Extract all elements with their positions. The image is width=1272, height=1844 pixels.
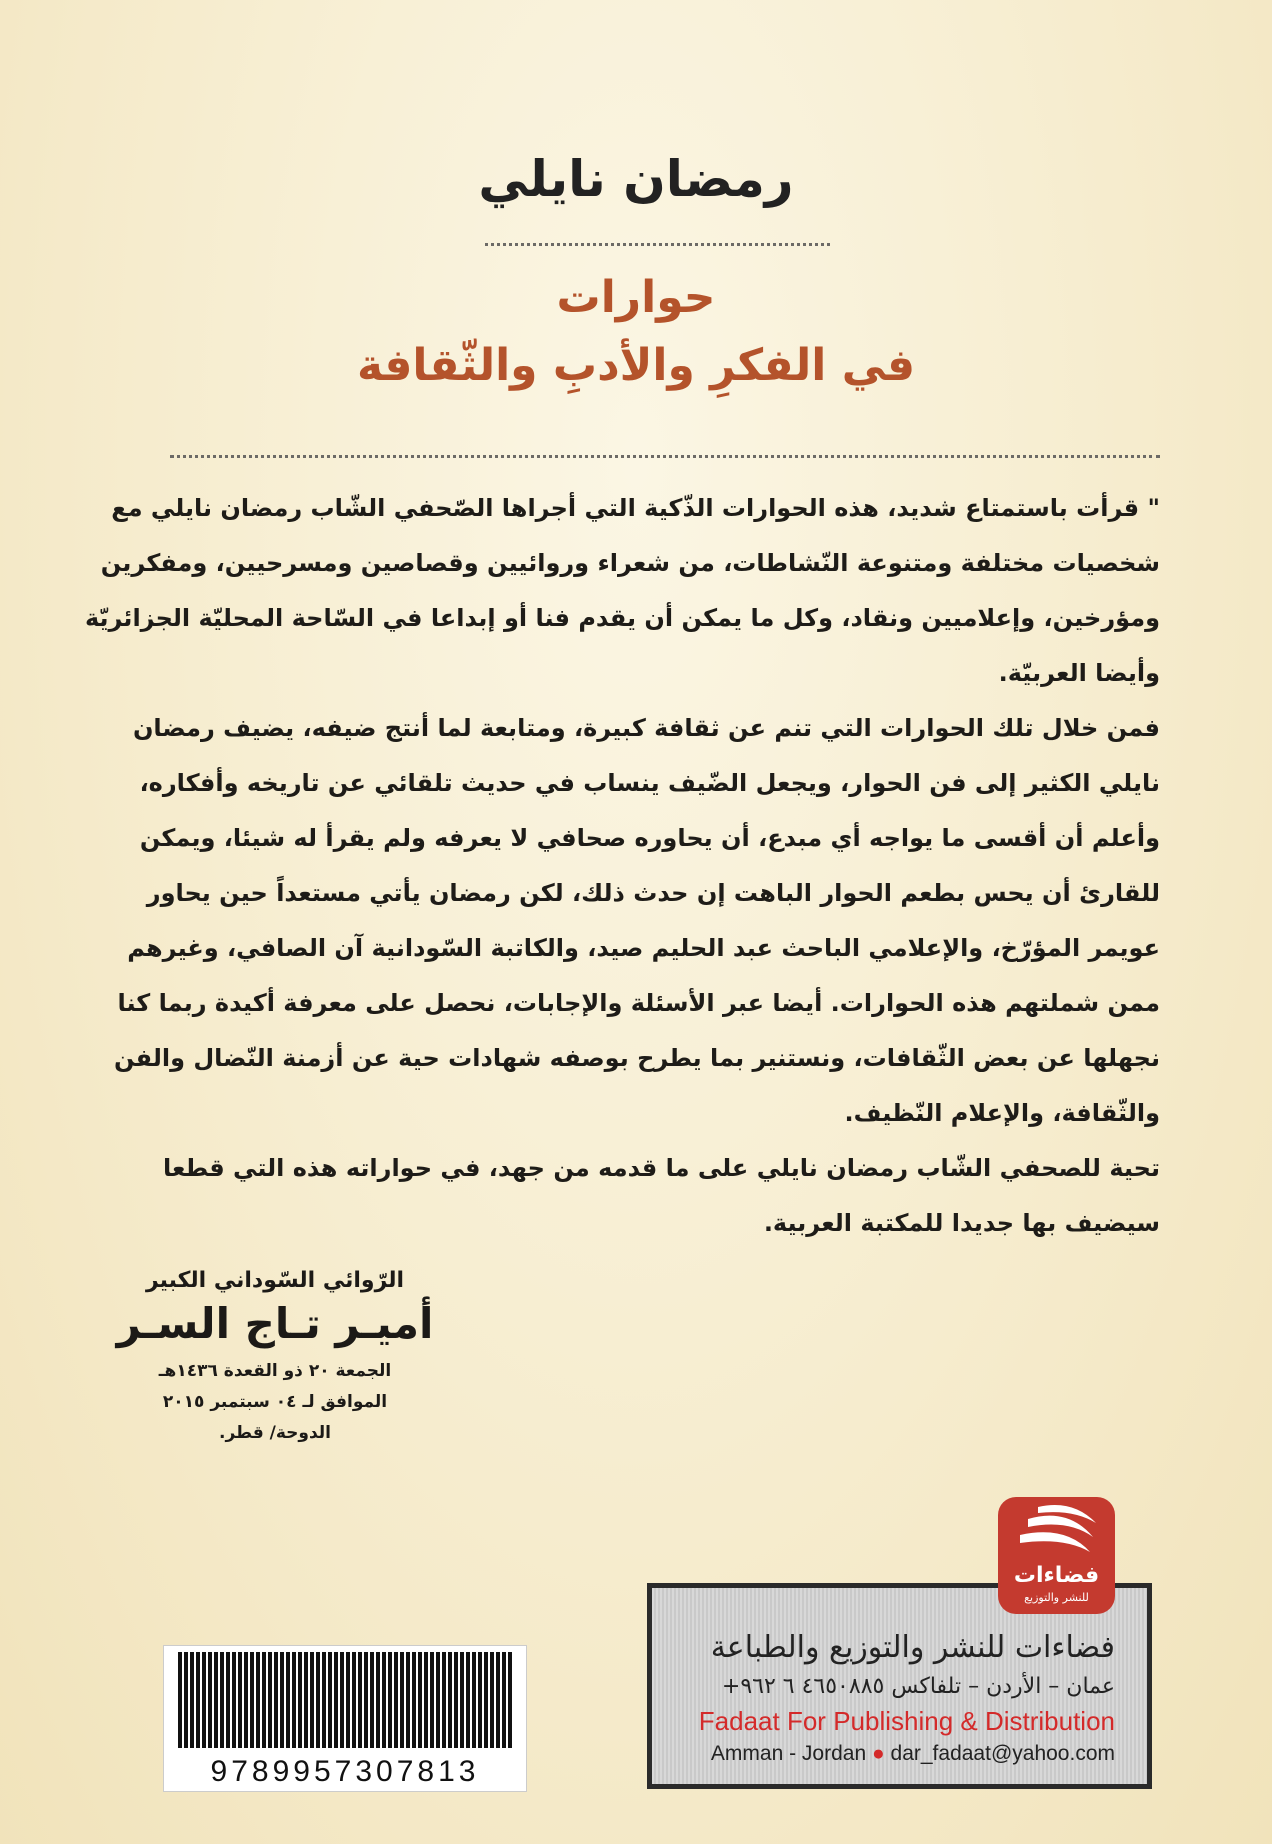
- barcode-bar: [340, 1652, 344, 1748]
- divider: [485, 243, 830, 246]
- barcode-bar: [286, 1652, 290, 1748]
- barcode-bar: [478, 1652, 482, 1748]
- signature-date-hijri: الجمعة ٢٠ ذو القعدة ١٤٣٦هـ: [158, 1361, 392, 1381]
- barcode-bar: [304, 1652, 308, 1748]
- logo-subtitle: للنشر والتوزيع: [1024, 1591, 1089, 1604]
- publisher-email: dar_fadaat@yahoo.com: [890, 1742, 1115, 1765]
- barcode-bar: [454, 1652, 458, 1748]
- barcode-bar: [508, 1652, 512, 1748]
- barcode-bar: [376, 1652, 380, 1748]
- barcode-bar: [280, 1652, 284, 1748]
- text-line: سيضيف بها جديدا للمكتبة العربية.: [763, 1209, 1160, 1237]
- barcode-bar: [448, 1652, 452, 1748]
- barcode-bar: [256, 1652, 260, 1748]
- barcode-bar: [328, 1652, 332, 1748]
- publisher-name-en: Fadaat For Publishing & Distribution: [698, 1706, 1115, 1736]
- barcode-bar: [220, 1652, 224, 1748]
- barcode-bar: [472, 1652, 476, 1748]
- barcode-bar: [268, 1652, 272, 1748]
- barcode-bar: [178, 1652, 182, 1748]
- barcode-bar: [274, 1652, 278, 1748]
- barcode-bar: [430, 1652, 434, 1748]
- isbn-number: 9789957307813: [210, 1755, 480, 1788]
- text-line: ممن شملتهم هذه الحوارات. أيضا عبر الأسئلة والإجابات، نحصل على معرفة أكيدة ربما كنا: [117, 989, 1160, 1017]
- book-title-line1: حوارات: [556, 272, 716, 323]
- publisher-logo: [998, 1497, 1115, 1614]
- text-line: والثّقافة، والإعلام النّظيف.: [844, 1099, 1160, 1127]
- barcode-bar: [322, 1652, 326, 1748]
- blurb-text: [84, 481, 1160, 1251]
- barcode-bar: [202, 1652, 206, 1748]
- barcode-bar: [262, 1652, 266, 1748]
- barcode-bar: [346, 1652, 350, 1748]
- barcode-bar: [382, 1652, 386, 1748]
- barcode-bar: [412, 1652, 416, 1748]
- text-line: للقارئ أن يحس بطعم الحوار الباهت إن حدث ذلك، لكن رمضان يأتي مستعداً حين يحاور: [146, 879, 1160, 907]
- text-line: " قرأت باستمتاع شديد، هذه الحوارات الذّكية التي أجراها الصّحفي الشّاب رمضان نايلي مع: [111, 494, 1160, 522]
- barcode-bar: [490, 1652, 494, 1748]
- paragraph: [163, 1141, 1160, 1251]
- text-line: وأعلم أن أقسى ما يواجه أي مبدع، أن يحاوره صحافي لا يعرفه ولم يقرأ له شيئا، ويمكن: [139, 824, 1160, 852]
- publisher-address-en: [711, 1742, 1115, 1766]
- text-line: عويمر المؤرّخ، والإعلامي الباحث عبد الحليم صيد، والكاتبة السّودانية آن الصافي، وغيرهم: [127, 934, 1160, 962]
- barcode-bar: [352, 1652, 356, 1748]
- barcode-bar: [310, 1652, 314, 1748]
- book-pages-icon: [998, 1497, 1115, 1563]
- text-line: ومؤرخين، وإعلاميين ونقاد، وكل ما يمكن أن يقدم فنا أو إبداعا في السّاحة المحليّة الجزائريّة: [84, 604, 1160, 632]
- barcode-bar: [460, 1652, 464, 1748]
- barcode-bar: [436, 1652, 440, 1748]
- text-line: وأيضا العربيّة.: [998, 659, 1160, 687]
- text-line: شخصيات مختلفة ومتنوعة النّشاطات، من شعراء وروائيين وقصاصين ومسرحيين، ومفكرين: [100, 549, 1160, 577]
- barcode-bar: [370, 1652, 374, 1748]
- signature-date-gregorian: الموافق لـ ٠٤ سبتمبر ٢٠١٥: [162, 1392, 388, 1412]
- paragraph: [113, 701, 1160, 1141]
- barcode-bar: [226, 1652, 230, 1748]
- signature-name: أميـر تـاج السـر: [116, 1299, 434, 1348]
- barcode-bar: [496, 1652, 500, 1748]
- publisher-name-ar: فضاءات للنشر والتوزيع والطباعة: [710, 1630, 1115, 1665]
- barcode-bar: [238, 1652, 242, 1748]
- text-line: تحية للصحفي الشّاب رمضان نايلي على ما قدمه من جهد، في حواراته هذه التي قطعا: [163, 1154, 1160, 1182]
- barcode-bar: [334, 1652, 338, 1748]
- barcode-bar: [250, 1652, 254, 1748]
- barcode-bar: [424, 1652, 428, 1748]
- barcode-bar: [190, 1652, 194, 1748]
- barcode-bar: [232, 1652, 236, 1748]
- barcode-bar: [358, 1652, 362, 1748]
- book-title-line2: في الفكرِ والأدبِ والثّقافة: [356, 340, 916, 391]
- barcode-bar: [502, 1652, 506, 1748]
- barcode-bar: [400, 1652, 404, 1748]
- signature-block: [110, 1268, 440, 1449]
- text-line: نايلي الكثير إلى فن الحوار، ويجعل الضّيف ينساب في حديث تلقائي عن تاريخه وأفكاره،: [139, 769, 1160, 797]
- barcode-bar: [298, 1652, 302, 1748]
- barcode-bar: [388, 1652, 392, 1748]
- barcode-bar: [406, 1652, 410, 1748]
- barcode-bar: [418, 1652, 422, 1748]
- text-line: نجهلها عن بعض الثّقافات، ونستنير بما يطرح بوصفه شهادات حية عن أزمنة النّضال والفن: [113, 1044, 1160, 1072]
- barcode-bar: [292, 1652, 296, 1748]
- barcode-bar: [196, 1652, 200, 1748]
- barcode-bar: [364, 1652, 368, 1748]
- barcode-bar: [208, 1652, 212, 1748]
- barcode-bar: [184, 1652, 188, 1748]
- bullet-icon: ●: [872, 1742, 885, 1765]
- barcode-bar: [214, 1652, 218, 1748]
- logo-name: فضاءات: [1013, 1563, 1100, 1588]
- author-name: رمضان نايلي: [478, 150, 794, 208]
- signature-role: الرّوائي السّوداني الكبير: [145, 1268, 405, 1293]
- barcode-bar: [316, 1652, 320, 1748]
- barcode-bar: [442, 1652, 446, 1748]
- paragraph: [84, 481, 1160, 701]
- publisher-contact-ar: عمان – الأردن – تلفاكس ٤٦٥٠٨٨٥ ٦ ٩٦٢+: [721, 1674, 1115, 1699]
- barcode-bar: [394, 1652, 398, 1748]
- barcode-bar: [484, 1652, 488, 1748]
- barcode-bars: [164, 1652, 526, 1752]
- barcode-bar: [466, 1652, 470, 1748]
- barcode-bar: [244, 1652, 248, 1748]
- publisher-city: Amman - Jordan: [710, 1742, 867, 1765]
- divider: [170, 455, 1160, 458]
- isbn-barcode: [163, 1645, 527, 1792]
- text-line: فمن خلال تلك الحوارات التي تنم عن ثقافة كبيرة، ومتابعة لما أنتج ضيفه، يضيف رمضان: [132, 714, 1160, 742]
- signature-place: الدوحة/ قطر.: [218, 1423, 331, 1443]
